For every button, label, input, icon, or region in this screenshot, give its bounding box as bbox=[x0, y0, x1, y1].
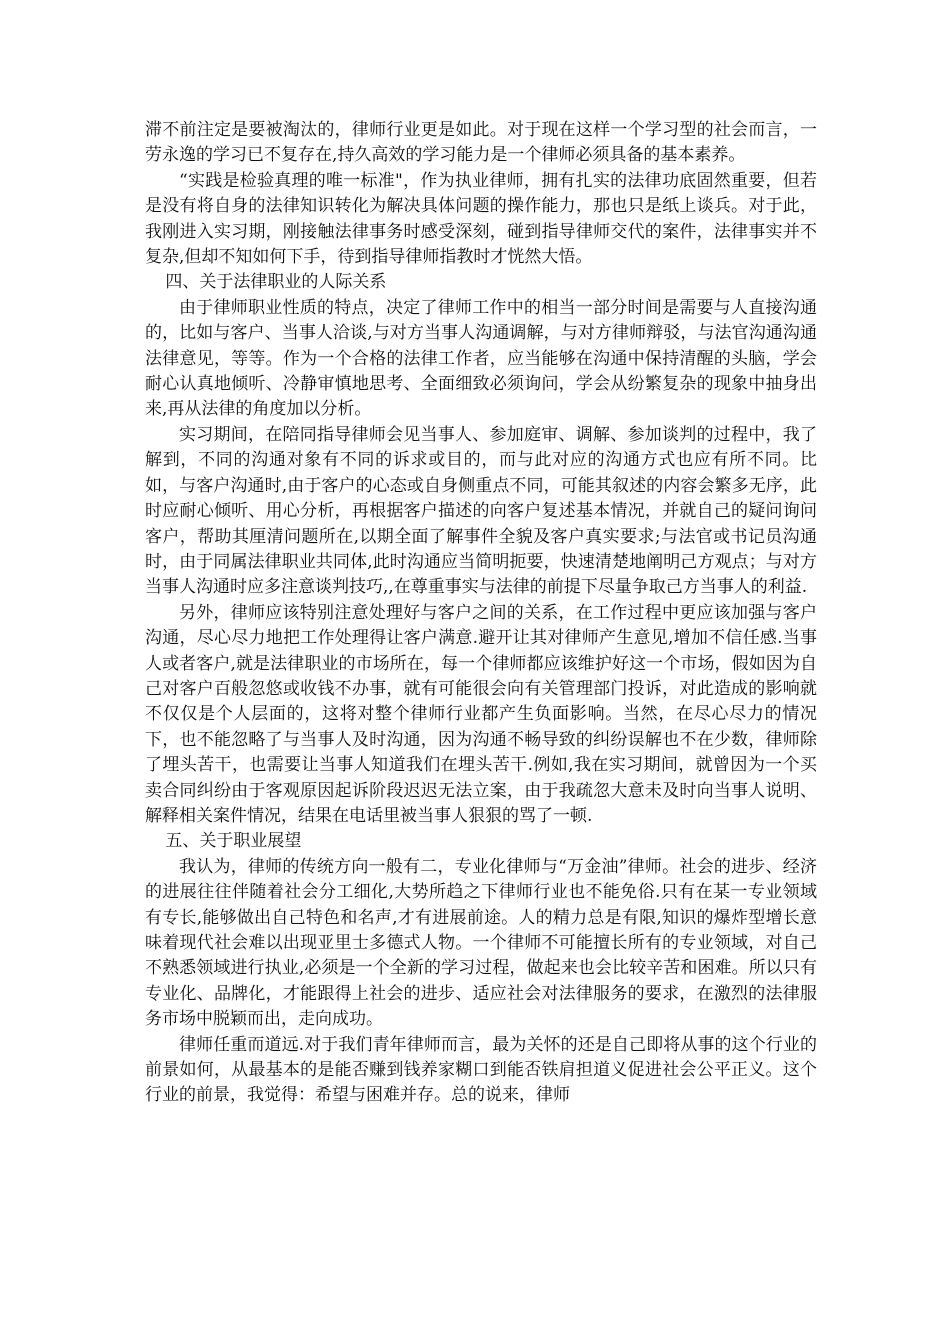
paragraph-communication-nature: 由于律师职业性质的特点，决定了律师工作中的相当一部分时间是需要与人直接沟通的，比如与客户、当事人洽谈,与对方当事人沟通调解，与对方律师辩驳，与法官沟通沟通法律意见，等等。作为一个合格的法律工作者，应当能够在沟通中保持清醒的头脑，学会耐心认真地倾听、冷静审慎地思考、全面细致必须询问，学会从纷繁复杂的现象中抽身出来,再从法律的角度加以分析。 bbox=[145, 297, 817, 420]
section-heading-interpersonal: 四、关于法律职业的人际关系 bbox=[165, 272, 387, 293]
document-page bbox=[145, 118, 817, 1109]
section-heading-career-outlook: 五、关于职业展望 bbox=[165, 831, 302, 852]
paragraph-continued-learning: 滞不前注定是要被淘汰的，律师行业更是如此。对于现在这样一个学习型的社会而言，一劳永逸的学习已不复存在,持久高效的学习能力是一个律师必须具备的基本素养。 bbox=[145, 120, 817, 166]
paragraph-client-relations: 另外，律师应该特别注意处理好与客户之间的关系，在工作过程中更应该加强与客户沟通，尽心尽力地把工作处理得让客户满意.避开让其对律师产生意见,增加不信任感.当事人或者客户,就是法律职业的市场所在，每一个律师都应该维护好这一个市场，假如因为自己对客户百般忽悠或收钱不办事，就有可能很会向有关管理部门投诉，对此造成的影响就不仅仅是个人层面的，这将对整个律师行业都产生负面影响。当然，在尽心尽力的情况下，也不能忽略了与当事人及时沟通，因为沟通不畅导致的纠纷误解也不在少数，律师除了埋头苦干，也需要让当事人知道我们在埋头苦干.例如,我在实习期间，就曾因为一个买卖合同纠纷由于客观原因起诉阶段迟迟无法立案，由于我疏忽大意未及时向当事人说明、解释相关案件情况，结果在电话里被当事人狠狠的骂了一顿. bbox=[145, 602, 817, 826]
paragraph-specialization: 我认为，律师的传统方向一般有二，专业化律师与“万金油”律师。社会的进步、经济的进展往往伴随着社会分工细化,大势所趋之下律师行业也不能免俗.只有在某一专业领域有专长,能够做出自己特色和名声,才有进展前途。人的精力总是有限,知识的爆炸型增长意味着现代社会难以出现亚里士多德式人物。一个律师不可能擅长所有的专业领域，对自己不熟悉领域进行执业,必须是一个全新的学习过程，做起来也会比较辛苦和困难。所以只有专业化、品牌化，才能跟得上社会的进步、适应社会对法律服务的要求，在激烈的法律服务市场中脱颖而出，走向成功。 bbox=[145, 856, 817, 1030]
paragraph-industry-prospects: 律师任重而道远.对于我们青年律师而言，最为关怀的还是自己即将从事的这个行业的前景如何，从最基本的是能否赚到钱养家糊口到能否铁肩担道义促进社会公平正义。这个行业的前景，我觉得：希望与困难并存。总的说来，律师 bbox=[145, 1034, 817, 1106]
paragraph-practice-truth: “实践是检验真理的唯一标准"，作为执业律师，拥有扎实的法律功底固然重要，但若是没有将自身的法律知识转化为解决具体问题的操作能力，那也只是纸上谈兵。对于此，我刚进入实习期，刚接触法律事务时感受深刻，碰到指导律师交代的案件，法律事实并不复杂,但却不知如何下手，待到指导律师指教时才恍然大悟。 bbox=[145, 170, 817, 268]
paragraph-internship-communication: 实习期间，在陪同指导律师会见当事人、参加庭审、调解、参加谈判的过程中，我了解到，不同的沟通对象有不同的诉求或目的，而与此对应的沟通方式也应有所不同。比如，与客户沟通时,由于客户的心态或自身侧重点不同，可能其叙述的内容会繁多无序，此时应耐心倾听、用心分析，再根据客户描述的向客户复述基本情况，并就自己的疑问询问客户，帮助其厘清问题所在,以期全面了解事件全貌及客户真实要求;与法官或书记员沟通时，由于同属法律职业共同体,此时沟通应当简明扼要，快速清楚地阐明己方观点；与对方当事人沟通时应多注意谈判技巧,,在尊重事实与法律的前提下尽量争取己方当事人的利益. bbox=[145, 424, 817, 598]
